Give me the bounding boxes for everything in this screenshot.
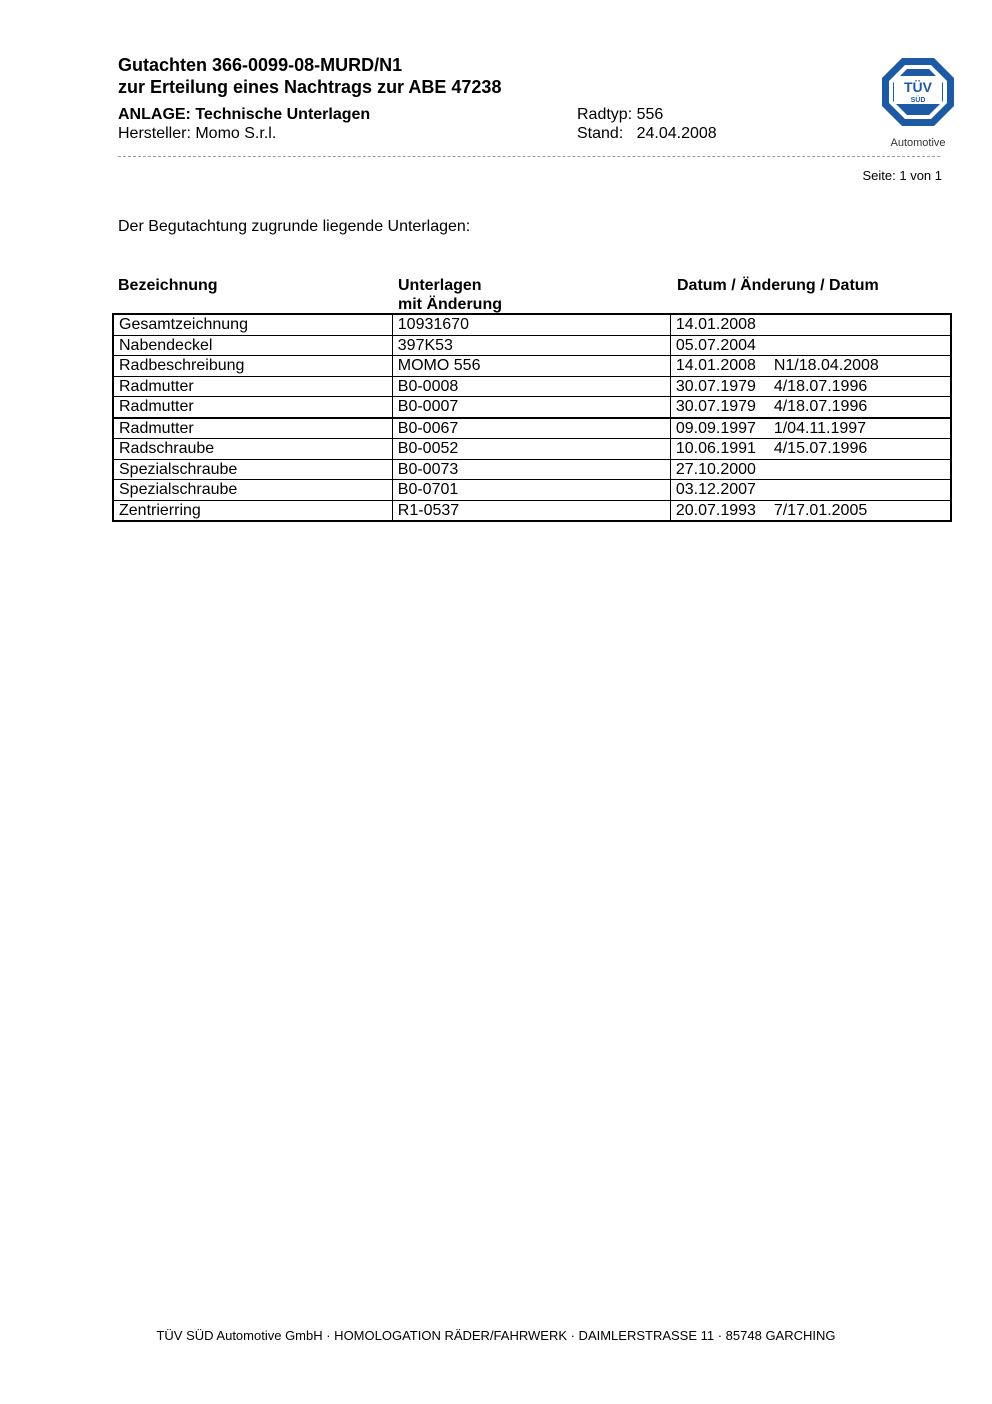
stand-label: Stand: 24.04.2008 [577, 125, 717, 142]
cell-name: Radmutter [113, 418, 392, 439]
page-number: Seite: 1 von 1 [862, 168, 942, 183]
table-row [113, 335, 951, 356]
date-value: 27.10.2000 [675, 460, 756, 478]
change-value: 7/17.01.2005 [773, 501, 868, 519]
table-row [113, 459, 951, 480]
cell-doc: 10931670 [392, 314, 670, 335]
cell-date [670, 356, 951, 377]
cell-doc: B0-0007 [392, 397, 670, 418]
table-row [113, 356, 951, 377]
change-value: 4/18.07.1996 [773, 398, 868, 416]
cell-name: Radmutter [113, 376, 392, 397]
page-footer: TÜV SÜD Automotive GmbH · HOMOLOGATION RÄDER/FAHRWERK · DAIMLERSTRASSE 11 · 85748 GARCHING [156, 1328, 836, 1343]
logo-sub-text: SÜD [910, 97, 926, 104]
cell-date [670, 439, 951, 460]
cell-name: Radschraube [113, 439, 392, 460]
change-value: 4/15.07.1996 [773, 440, 868, 458]
logo-caption: Automotive [890, 137, 946, 149]
table-row [113, 314, 951, 335]
column-header-datum: Datum / Änderung / Datum [677, 277, 879, 294]
cell-doc: B0-0067 [392, 418, 670, 439]
cell-date [670, 418, 951, 439]
cell-doc: B0-0701 [392, 480, 670, 501]
cell-date [670, 500, 951, 521]
cell-doc: B0-0008 [392, 376, 670, 397]
cell-name: Spezialschraube [113, 459, 392, 480]
change-value: 4/18.07.1996 [773, 377, 868, 395]
cell-date [670, 335, 951, 356]
cell-doc: MOMO 556 [392, 356, 670, 377]
document-title [118, 54, 501, 98]
cell-doc: R1-0537 [392, 500, 670, 521]
anlage-label: ANLAGE: Technische Unterlagen [118, 106, 371, 123]
date-value: 05.07.2004 [675, 336, 756, 354]
cell-name: Gesamtzeichnung [113, 314, 392, 335]
cell-date [670, 459, 951, 480]
title-line-1: Gutachten 366-0099-08-MURD/N1 [118, 55, 403, 75]
change-value: N1/18.04.2008 [773, 357, 879, 375]
date-value: 03.12.2007 [675, 481, 756, 499]
column-header-unterlagen-line2: mit Änderung [398, 296, 502, 313]
title-line-2: zur Erteilung eines Nachtrags zur ABE 47238 [118, 77, 502, 97]
logo-brand-text: TÜV [904, 79, 932, 95]
column-header-bezeichnung: Bezeichnung [118, 277, 218, 294]
cell-name: Spezialschraube [113, 480, 392, 501]
cell-date [670, 480, 951, 501]
table-row [113, 397, 951, 418]
tuv-sud-logo [878, 54, 958, 150]
cell-doc: B0-0052 [392, 439, 670, 460]
cell-name: Radmutter [113, 397, 392, 418]
cell-name: Nabendeckel [113, 335, 392, 356]
cell-doc: B0-0073 [392, 459, 670, 480]
header-divider [118, 156, 940, 157]
intro-text: Der Begutachtung zugrunde liegende Unterlagen: [118, 218, 471, 235]
date-value: 14.01.2008 [675, 357, 756, 375]
table-row [113, 500, 951, 521]
date-value: 14.01.2008 [675, 316, 756, 334]
cell-name: Radbeschreibung [113, 356, 392, 377]
cell-date [670, 397, 951, 418]
date-value: 10.06.1991 [675, 440, 756, 458]
cell-date [670, 376, 951, 397]
tuv-octagon-icon [878, 54, 958, 150]
documents-table [112, 313, 952, 522]
table-row [113, 439, 951, 460]
hersteller-label: Hersteller: Momo S.r.l. [118, 125, 277, 142]
change-value: 1/04.11.1997 [773, 419, 867, 437]
column-header-unterlagen [398, 276, 502, 314]
date-value: 30.07.1979 [675, 398, 756, 416]
date-value: 20.07.1993 [675, 501, 756, 519]
column-header-unterlagen-line1: Unterlagen [398, 277, 482, 294]
table-row [113, 418, 951, 439]
date-value: 09.09.1997 [675, 419, 756, 437]
table-row [113, 376, 951, 397]
radtyp-label: Radtyp: 556 [577, 106, 664, 123]
table-row [113, 480, 951, 501]
cell-doc: 397K53 [392, 335, 670, 356]
cell-name: Zentrierring [113, 500, 392, 521]
cell-date [670, 314, 951, 335]
date-value: 30.07.1979 [675, 377, 756, 395]
